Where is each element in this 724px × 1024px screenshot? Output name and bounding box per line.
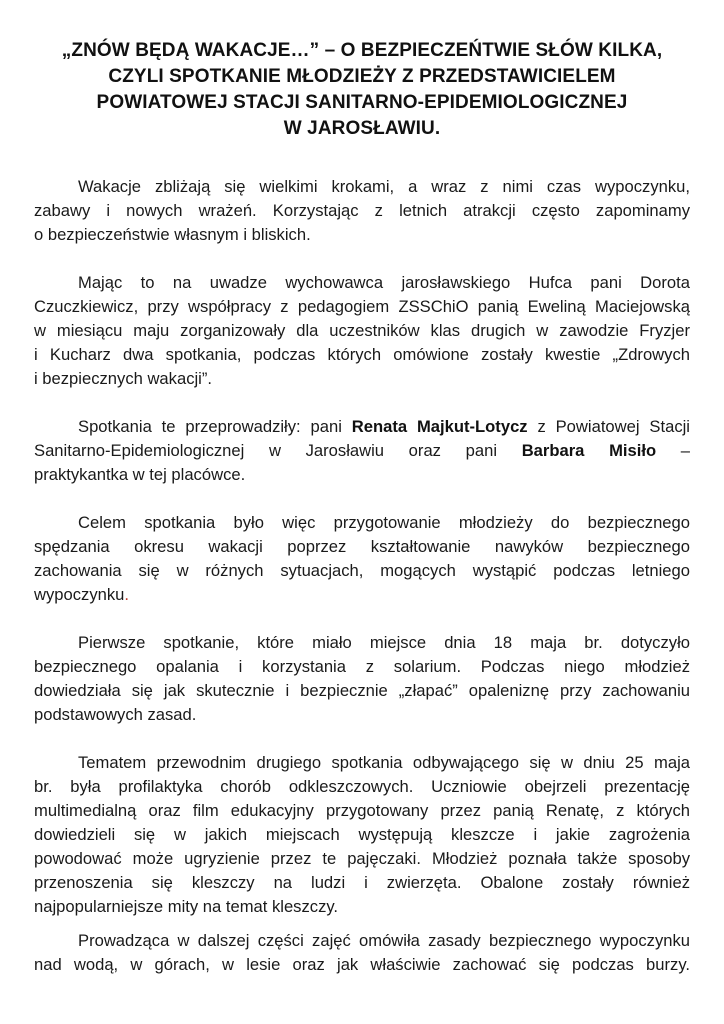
- paragraph-intro: [34, 175, 690, 247]
- text-run: –: [656, 441, 691, 460]
- text-run: wypoczynku: [34, 585, 125, 604]
- text-line: powodować może ugryzienie przez te pajęczaki. Młodzież poznała także sposoby: [34, 849, 690, 868]
- text-line: zachowania się w różnych sytuacjach, mogących wystąpić podczas letniego: [34, 561, 690, 580]
- text-line: praktykantka w tej placówce.: [34, 465, 246, 484]
- text-line: Tematem przewodnim drugiego spotkania odbywającego się w dniu 25 maja: [78, 753, 690, 772]
- text-line: przenoszenia się kleszczy na ludzi i zwierzęta. Obalone zostały również: [34, 873, 690, 892]
- paragraph-speakers: [34, 415, 690, 487]
- text-line: [34, 415, 690, 439]
- paragraph-organizers: [34, 271, 690, 391]
- text-line: o bezpieczeństwie własnym i bliskich.: [34, 225, 311, 244]
- text-line: zabawy i nowych wrażeń. Korzystając z letnich atrakcji często zapominamy: [34, 201, 690, 220]
- text-line: Pierwsze spotkanie, które miało miejsce dnia 18 maja br. dotyczyło: [78, 633, 690, 652]
- title-line: W JAROSŁAWIU.: [283, 118, 441, 139]
- document-page: [34, 38, 690, 1001]
- title-line: „ZNÓW BĘDĄ WAKACJE…” – O BEZPIECZEŃTWIE SŁÓW KILKA,: [61, 40, 663, 61]
- text-line: Wakacje zbliżają się wielkimi krokami, a wraz z nimi czas wypoczynku,: [78, 177, 690, 196]
- text-line: Celem spotkania było więc przygotowanie młodzieży do bezpiecznego: [78, 513, 690, 532]
- text-line: w miesiącu maju zorganizowały dla uczestników klas drugich w zawodzie Fryzjer: [34, 321, 690, 340]
- red-period: .: [124, 585, 130, 604]
- text-run: Spotkania te przeprowadziły: pani: [78, 417, 352, 436]
- text-line: [34, 583, 690, 607]
- article-body: [34, 175, 690, 977]
- paragraph-first-meeting: [34, 631, 690, 727]
- text-line: spędzania okresu wakacji poprzez kształtowanie nawyków bezpiecznego: [34, 537, 690, 556]
- text-line: i bezpiecznych wakacji”.: [34, 369, 212, 388]
- text-line: najpopularniejsze mity na temat kleszczy.: [34, 897, 339, 916]
- speaker-name: Barbara Misiło: [521, 441, 657, 460]
- text-line: Czuczkiewicz, przy współpracy z pedagogiem ZSSChiO panią Eweliną Maciejowską: [34, 297, 690, 316]
- text-line: [34, 439, 690, 463]
- title-line: CZYLI SPOTKANIE MŁODZIEŻY Z PRZEDSTAWICIELEM: [108, 66, 616, 87]
- text-line: dowiedziała się jak skutecznie i bezpiecznie „złapać” opaleniznę przy zachowaniu: [34, 681, 690, 700]
- page-title: [34, 38, 690, 142]
- text-line: podstawowych zasad.: [34, 705, 197, 724]
- text-line: dowiedzieli się w jakich miejscach występują kleszcze i jakie zagrożenia: [34, 825, 690, 844]
- text-line: Mając to na uwadze wychowawca jarosławskiego Hufca pani Dorota: [78, 273, 690, 292]
- paragraph-purpose: [34, 511, 690, 607]
- text-line: br. była profilaktyka chorób odkleszczowych. Uczniowie obejrzeli prezentację: [34, 777, 690, 796]
- paragraph-safety-rules: [34, 929, 690, 977]
- text-line: nad wodą, w górach, w lesie oraz jak właściwie zachować się podczas burzy.: [34, 955, 690, 974]
- paragraph-second-meeting: [34, 751, 690, 919]
- text-line: bezpiecznego opalania i korzystania z solarium. Podczas niego młodzież: [34, 657, 690, 676]
- text-line: Prowadząca w dalszej części zajęć omówiła zasady bezpiecznego wypoczynku: [78, 931, 690, 950]
- title-line: POWIATOWEJ STACJI SANITARNO-EPIDEMIOLOGICZNEJ: [96, 92, 628, 113]
- text-run: Sanitarno-Epidemiologicznej w Jarosławiu oraz pani: [34, 441, 522, 460]
- speaker-name: Renata Majkut-Lotycz: [351, 417, 528, 436]
- text-line: i Kucharz dwa spotkania, podczas których omówione zostały kwestie „Zdrowych: [34, 345, 690, 364]
- text-line: multimedialną oraz film edukacyjny przygotowany przez panią Renatę, z których: [34, 801, 690, 820]
- text-run: z Powiatowej Stacji: [527, 417, 690, 436]
